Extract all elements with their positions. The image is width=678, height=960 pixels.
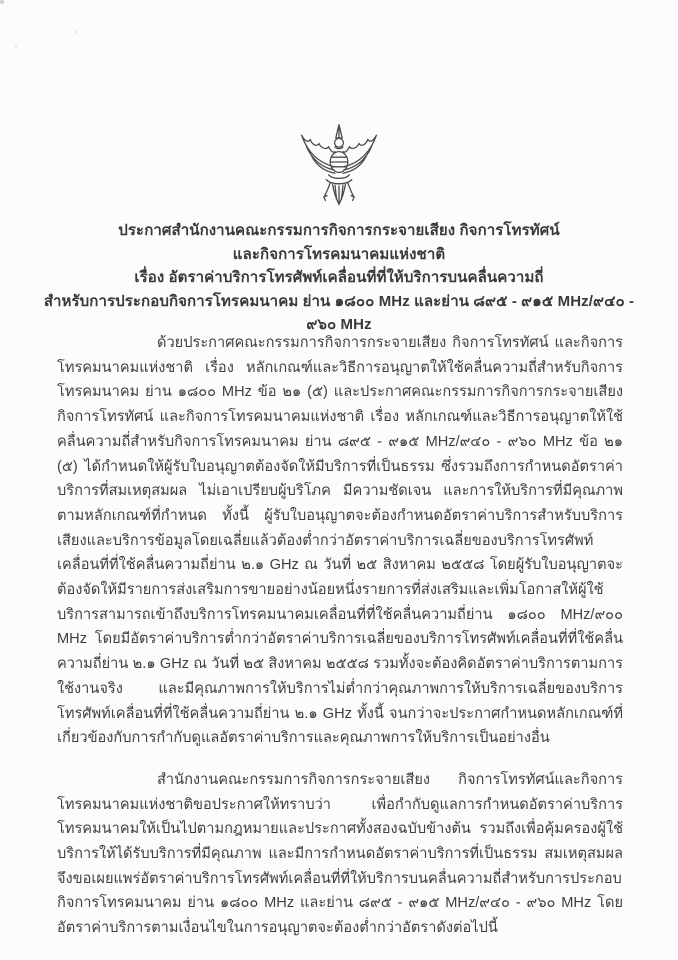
scan-artifact-specks bbox=[0, 0, 4, 4]
title-line-4: สำหรับการประกอบกิจการโทรคมนาคม ย่าน ๑๘๐๐ MHz และย่าน ๘๙๕ - ๙๑๕ MHz/๙๔๐ - ๙๖๐ MHz bbox=[43, 292, 635, 333]
document-body bbox=[57, 331, 623, 958]
title-line-3: เรื่อง อัตราค่าบริการโทรศัพท์เคลื่อนที่ที่ให้บริการบนคลื่นความถี่ bbox=[134, 269, 544, 286]
title-line-1: ประกาศสำนักงานคณะกรรมการกิจการกระจายเสียง กิจการโทรทัศน์ bbox=[118, 222, 560, 239]
body-paragraph-2: สำนักงานคณะกรรมการกิจการกระจายเสียง กิจการโทรทัศน์และกิจการโทรคมนาคมแห่งชาติขอประกาศให้ทราบว่า เพื่อกำกับดูแลการกำหนดอัตราค่าบริการโทรคมนาคมให้เป็นไปตามกฎหมายและประกาศทั้งสองฉบับข้างต้น รวมถึงเพื่อคุ้มครองผู้ใช้บริการให้ได้รับบริการที่มีคุณภาพ และมีการกำหนดอัตราค่าบริการที่เป็นธรรม สมเหตุสมผล จึงขอเผยแพร่อัตราค่าบริการโทรศัพท์เคลื่อนที่ที่ให้บริการบนคลื่นความถี่สำหรับการประกอบกิจการโทรคมนาคม ย่าน ๑๘๐๐ MHz และย่าน ๘๙๕ - ๙๑๕ MHz/๙๔๐ - ๙๖๐ MHz โดยอัตราค่าบริการตามเงื่อนไขในการอนุญาตจะต้องต่ำกว่าอัตราดังต่อไปนี้ bbox=[57, 771, 623, 937]
title-line-2: และกิจการโทรคมนาคมแห่งชาติ bbox=[232, 245, 446, 263]
document-title bbox=[28, 219, 650, 337]
body-paragraph-1: ด้วยประกาศคณะกรรมการกิจการกระจายเสียง กิจการโทรทัศน์ และกิจการโทรคมนาคมแห่งชาติ เรื่อง หลักเกณฑ์และวิธีการอนุญาตให้ใช้คลื่นความถี่สำหรับกิจการโทรคมนาคม ย่าน ๑๘๐๐ MHz ข้อ ๒๑ (๕) และประกาศคณะกรรมการกิจการกระจายเสียง กิจการโทรทัศน์ และกิจการโทรคมนาคมแห่งชาติ เรื่อง หลักเกณฑ์และวิธีการอนุญาตให้ใช้คลื่นความถี่สำหรับกิจการโทรคมนาคม ย่าน ๘๙๕ - ๙๑๕ MHz/๙๔๐ - ๙๖๐ MHz ข้อ ๒๑ (๕) ได้กำหนดให้ผู้รับใบอนุญาตต้องจัดให้มีบริการที่เป็นธรรม ซึ่งรวมถึงการกำหนดอัตราค่าบริการที่สมเหตุสมผล ไม่เอาเปรียบผู้บริโภค มีความชัดเจน และการให้บริการที่มีคุณภาพตามหลักเกณฑ์ที่กำหนด ทั้งนี้ ผู้รับใบอนุญาตจะต้องกำหนดอัตราค่าบริการสำหรับบริการเสียงและบริการข้อมูลโดยเฉลี่ยแล้วต้องต่ำกว่าอัตราค่าบริการเฉลี่ยของบริการโทรศัพท์เคลื่อนที่ที่ใช้คลื่นความถี่ย่าน ๒.๑ GHz ณ วันที่ ๒๕ สิงหาคม ๒๕๕๘ โดยผู้รับใบอนุญาตจะต้องจัดให้มีรายการส่งเสริมการขายอย่างน้อยหนึ่งรายการที่ส่งเสริมและเพิ่มโอกาสให้ผู้ใช้บริการสามารถเข้าถึงบริการโทรคมนาคมเคลื่อนที่ที่ใช้คลื่นความถี่ย่าน ๑๘๐๐ MHz/๙๐๐ MHz โดยมีอัตราค่าบริการต่ำกว่าอัตราค่าบริการเฉลี่ยของบริการโทรศัพท์เคลื่อนที่ที่ใช้คลื่นความถี่ย่าน ๒.๑ GHz ณ วันที่ ๒๕ สิงหาคม ๒๕๕๘ รวมทั้งจะต้องคิดอัตราค่าบริการตามการใช้งานจริง และมีคุณภาพการให้บริการไม่ต่ำกว่าคุณภาพการให้บริการเฉลี่ยของบริการโทรศัพท์เคลื่อนที่ที่ใช้คลื่นความถี่ย่าน ๒.๑ GHz ทั้งนี้ จนกว่าจะประกาศกำหนดหลักเกณฑ์ที่เกี่ยวข้องกับการกำกับดูแลอัตราค่าบริการและคุณภาพการให้บริการเป็นอย่างอื่น bbox=[57, 335, 623, 747]
garuda-emblem bbox=[291, 114, 387, 218]
